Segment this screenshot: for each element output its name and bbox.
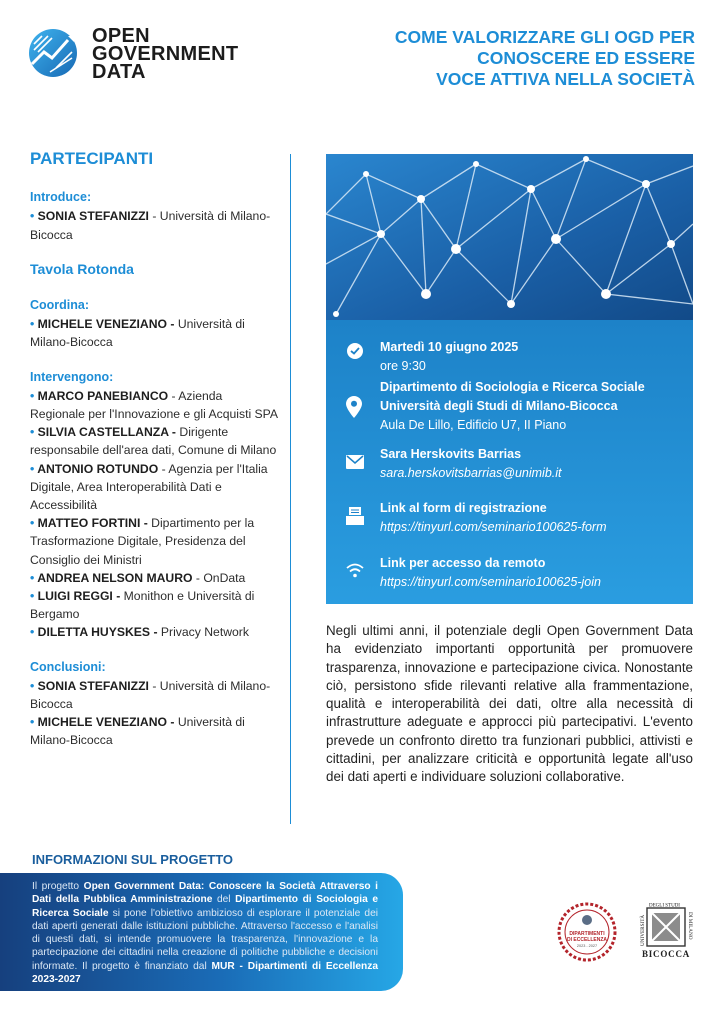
clock-icon — [346, 342, 364, 360]
participant-name: ANTONIO ROTUNDO — [37, 461, 159, 476]
dipartimenti-eccellenza-badge-icon — [557, 902, 617, 962]
badge-line-3: 2023 - 2027 — [576, 944, 598, 948]
project-name: Open Government Data: Conoscere la Società Attraverso i Dati della Pubblica Amministrazione — [32, 881, 378, 906]
wifi-icon — [346, 561, 364, 579]
remote-link[interactable]: https://tinyurl.com/seminario100625-join — [380, 575, 601, 589]
event-room: Aula De Lillo, Edificio U7, II Piano — [380, 418, 567, 432]
event-department: Dipartimento di Sociologia e Ricerca Sociale — [380, 380, 645, 394]
project-department: Dipartimento di Sociologia e Ricerca Sociale — [32, 894, 378, 919]
participant-name: SONIA STEFANIZZI — [37, 209, 149, 224]
conclusioni-label: Conclusioni: — [30, 659, 106, 674]
open-government-data-logo-icon — [28, 28, 78, 78]
participant-item — [30, 423, 280, 459]
participant-affiliation: - Università di Milano-Bicocca — [30, 678, 271, 712]
registration-link[interactable]: https://tinyurl.com/seminario100625-form — [380, 520, 607, 534]
form-icon — [346, 507, 364, 525]
participant-name: MARCO PANEBIANCO — [37, 388, 169, 403]
event-info-box — [326, 320, 693, 604]
participant-item — [30, 514, 280, 569]
event-time: ore 9:30 — [380, 359, 426, 373]
event-date: Martedì 10 giugno 2025 — [380, 340, 519, 354]
participant-name: MATTEO FORTINI - — [37, 516, 148, 531]
uni-text-4: BICOCCA — [641, 949, 691, 959]
coordina-label: Coordina: — [30, 298, 90, 313]
participant-name: ANDREA NELSON MAURO — [37, 570, 193, 585]
bullet-icon: • — [30, 209, 38, 224]
coordina-list — [30, 315, 280, 351]
participant-affiliation: - OnData — [192, 570, 246, 585]
participant-item — [30, 207, 280, 243]
contact-name: Sara Herskovits Barrias — [380, 447, 522, 461]
mail-icon — [346, 455, 364, 469]
brand-line-3: DATA — [92, 61, 146, 83]
introduce-label: Introduce: — [30, 190, 92, 205]
bullet-icon: • — [30, 715, 38, 730]
participant-item — [30, 677, 280, 713]
participant-item — [30, 569, 280, 587]
bullet-icon: • — [30, 425, 38, 440]
participant-name: MICHELE VENEZIANO - — [37, 715, 175, 730]
participant-affiliation: Dipartimento per la Trasformazione Digitale, Presidenza del Consiglio dei Ministri — [30, 516, 255, 567]
participant-affiliation: Università di Milano-Bicocca — [30, 317, 245, 350]
location-pin-icon — [346, 396, 362, 418]
participant-item — [30, 460, 280, 515]
participant-affiliation: - Università di Milano-Bicocca — [30, 209, 271, 242]
intervengono-list — [30, 387, 280, 642]
location-text — [380, 378, 645, 435]
participant-affiliation: - Azienda Regionale per l'Innovazione e gli Acquisti SPA — [30, 388, 279, 422]
participant-name: LUIGI REGGI - — [37, 589, 121, 604]
project-info-title: INFORMAZIONI SUL PROGETTO — [32, 852, 234, 867]
introduce-list — [30, 207, 280, 243]
participant-item — [30, 315, 280, 351]
participants-column — [30, 150, 280, 766]
bullet-icon: • — [30, 678, 38, 693]
participant-affiliation: Monithon e Università di Bergamo — [30, 589, 255, 622]
participant-item — [30, 587, 280, 623]
column-divider — [290, 154, 291, 824]
page-title — [335, 27, 695, 90]
project-text-1: Il progetto — [32, 881, 84, 892]
project-info-text — [32, 880, 378, 986]
participant-item — [30, 387, 280, 423]
bullet-icon: • — [30, 317, 38, 332]
date-text — [380, 338, 518, 376]
participant-affiliation: Dirigente responsabile dell'area dati, Comune di Milano — [30, 425, 277, 458]
brand-line-1: OPEN — [92, 25, 150, 47]
conclusioni-list — [30, 677, 280, 750]
participant-affiliation: Università di Milano-Bicocca — [30, 715, 245, 748]
participant-name: MICHELE VENEZIANO - — [37, 317, 175, 332]
bullet-icon: • — [30, 625, 38, 640]
participant-name: DILETTA HUYSKES - — [37, 625, 158, 640]
contact-email-link[interactable]: sara.herskovitsbarrias@unimib.it — [380, 466, 562, 480]
participant-affiliation: Privacy Network — [157, 625, 249, 640]
remote-label: Link per accesso da remoto — [380, 556, 546, 570]
tavola-rotonda-heading: Tavola Rotonda — [30, 260, 134, 277]
title-line-2: CONOSCERE ED ESSERE — [477, 48, 695, 68]
title-line-3: VOCE ATTIVA NELLA SOCIETÀ — [436, 69, 695, 89]
project-funding: MUR - Dipartimenti di Eccellenza 2023-2027 — [32, 960, 378, 986]
participants-title: PARTECIPANTI — [30, 149, 154, 168]
badge-line-2: DI ECCELLENZA — [567, 937, 607, 943]
event-description: Negli ultimi anni, il potenziale degli Open Government Data ha evidenziato importanti opportunità per promuovere trasparenza, innovazione e partecipazione civica. Nonostante ciò, persistono sfide rilevanti relative alla frammentazione, qualità e interoperabilità dei dati, oltre alla necessità di infrastrutture adeguate e approcci più partecipativi. L'evento prevede un confronto diretto tra funzionari pubblici, attivisti e cittadini, per analizzare criticità e opportunità legate all'uso dei dati aperti e individuare soluzioni collaborative. — [326, 623, 693, 785]
event-university: Università degli Studi di Milano-Bicocca — [380, 399, 618, 413]
bicocca-university-logo-icon — [638, 902, 698, 962]
project-text-2: del — [212, 894, 236, 906]
network-photo — [326, 154, 693, 320]
bullet-icon: • — [30, 570, 38, 585]
project-text-3: si pone l'obiettivo ambizioso di esplorare il potenziale dei dati aperti generati dalle istituzioni pubbliche. Attraverso l'accesso e l'analisi di questi dati, si intende promuovere la trasparenza, l'innovazione e la partecipazione dei cittadini nella creazione di politiche pubbliche e decisioni informate. Il progetto è finanziato dal — [32, 907, 378, 972]
participant-item — [30, 623, 280, 641]
badge-line-1: DIPARTIMENTI — [569, 931, 605, 937]
registration-text — [380, 499, 606, 537]
title-line-1: COME VALORIZZARE GLI OGD PER — [394, 27, 695, 47]
contact-text — [380, 445, 562, 483]
brand-line-2: GOVERNMENT — [92, 43, 239, 65]
uni-text-1: UNIVERSITÀ — [640, 914, 646, 946]
bullet-icon: • — [30, 589, 38, 604]
bullet-icon: • — [30, 461, 38, 476]
intervengono-label: Intervengono: — [30, 369, 114, 384]
brand-wordmark — [92, 27, 238, 81]
bullet-icon: • — [30, 516, 38, 531]
registration-label: Link al form di registrazione — [380, 501, 547, 515]
uni-text-3: DI MILANO — [687, 912, 693, 940]
participant-name: SILVIA CASTELLANZA - — [37, 425, 176, 440]
participant-affiliation: - Agenzia per l'Italia Digitale, Area Interoperabilità Dati e Accessibilità — [30, 461, 268, 513]
remote-text — [380, 554, 601, 592]
uni-text-2: DEGLI STUDI — [649, 903, 680, 909]
participant-item — [30, 713, 280, 749]
bullet-icon: • — [30, 388, 38, 403]
participant-name: SONIA STEFANIZZI — [37, 678, 149, 693]
